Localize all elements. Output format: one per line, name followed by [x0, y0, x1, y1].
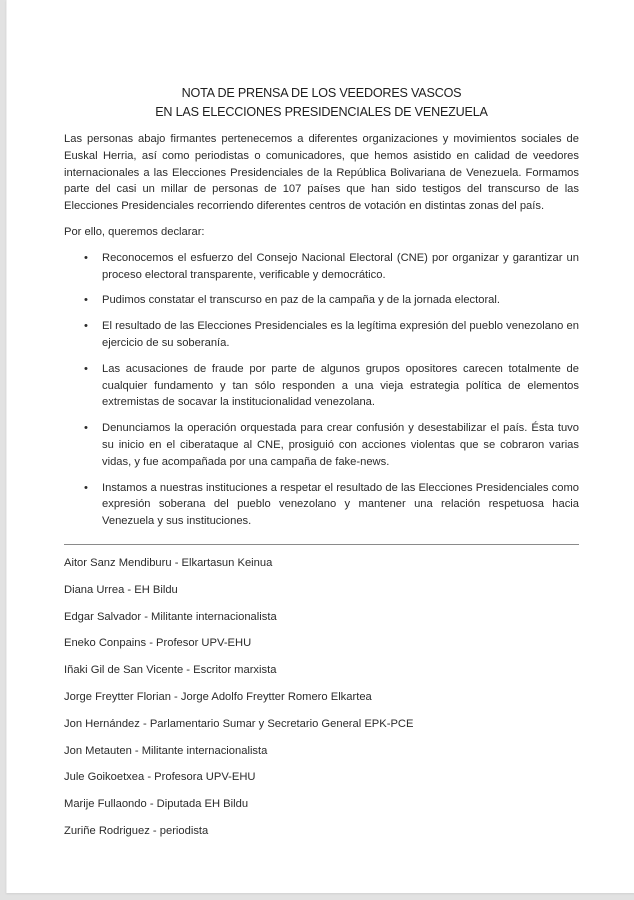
bullet-icon: • — [84, 294, 88, 307]
declaration-item — [64, 250, 579, 284]
signatures-divider — [64, 544, 579, 545]
signatory-list — [64, 555, 579, 840]
title-line-1: NOTA DE PRENSA DE LOS VEEDORES VASCOS — [181, 86, 462, 100]
signatory: Diana Urrea - EH Bildu — [64, 583, 178, 596]
declaration-item — [64, 318, 579, 352]
signatory: Eneko Conpains - Profesor UPV-EHU — [64, 637, 252, 650]
signatory: Aitor Sanz Mendiburu - Elkartasun Keinua — [64, 556, 273, 569]
declaration-item — [64, 480, 579, 530]
signatory: Iñaki Gil de San Vicente - Escritor marxista — [64, 664, 277, 677]
signatory: Jon Hernández - Parlamentario Sumar y Secretario General EPK-PCE — [64, 717, 414, 730]
signatory: Jon Metauten - Militante internacionalista — [64, 744, 268, 757]
signatory: Jorge Freytter Florian - Jorge Adolfo Freytter Romero Elkartea — [64, 690, 372, 703]
document-content — [64, 84, 579, 850]
declaration-text: Las acusaciones de fraude por parte de algunos grupos opositores carecen totalmente de cualquier fundamento y tan sólo responden a una vieja estrategia política de elementos extremistas de socavar la institucionalidad venezolana. — [102, 362, 579, 409]
signatory: Edgar Salvador - Militante internacionalista — [64, 610, 277, 623]
bullet-icon: • — [84, 320, 88, 333]
document-title — [64, 84, 579, 122]
declaration-item — [64, 420, 579, 470]
declaration-list — [64, 250, 579, 530]
declaration-item — [64, 361, 579, 411]
declaration-text: Denunciamos la operación orquestada para crear confusión y desestabilizar el país. Ésta tuvo su inicio en el ciberataque al CNE, prosiguió con acciones violentas que se cobraron varias vidas, y fue acompañada por una campaña de fake-news. — [102, 422, 579, 468]
signatory: Zuriñe Rodriguez - periodista — [64, 824, 209, 837]
bullet-icon: • — [84, 251, 88, 264]
signatory: Jule Goikoetxea - Profesora UPV-EHU — [64, 771, 256, 784]
document-page — [6, 0, 634, 893]
signatory: Marije Fullaondo - Diputada EH Bildu — [64, 798, 249, 811]
bullet-icon: • — [84, 362, 88, 375]
bullet-icon: • — [84, 481, 88, 494]
declaration-text: Reconocemos el esfuerzo del Consejo Nacional Electoral (CNE) por organizar y garantizar un proceso electoral transparente, verificable y democrático. — [102, 251, 579, 281]
lead-paragraph: Por ello, queremos declarar: — [64, 225, 205, 238]
declaration-item — [64, 292, 579, 309]
intro-paragraph: Las personas abajo firmantes pertenecemos a diferentes organizaciones y movimientos sociales de Euskal Herria, así como periodistas o comunicadores, que hemos asistido en calidad de veedores internacionales a las Elecciones Presidenciales de la República Bolivariana de Venezuela. Formamos parte del casi un millar de personas de 107 países que han sido testigos del transcurso de las Elecciones Presidenciales recorriendo diferentes centros de votación en distintas zonas del país. — [64, 133, 579, 213]
declaration-text: El resultado de las Elecciones Presidenciales es la legítima expresión del pueblo venezolano en ejercicio de su soberanía. — [102, 320, 579, 349]
title-line-2: EN LAS ELECCIONES PRESIDENCIALES DE VENEZUELA — [155, 105, 488, 119]
declaration-text: Pudimos constatar el transcurso en paz de la campaña y de la jornada electoral. — [102, 294, 501, 307]
bullet-icon: • — [84, 422, 88, 435]
declaration-text: Instamos a nuestras instituciones a respetar el resultado de las Elecciones Presidenciales como expresión soberana del pueblo venezolano y mantener una relación respetuosa hacia Venezuela y sus instituciones. — [102, 481, 579, 528]
